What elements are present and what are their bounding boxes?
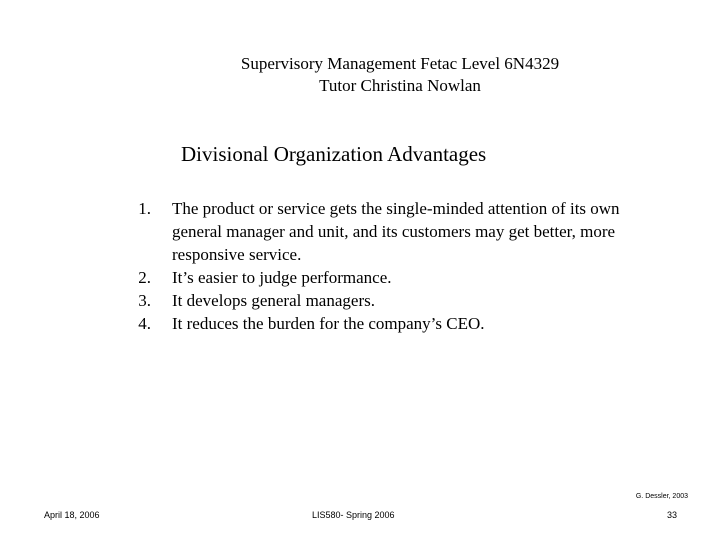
list-item <box>120 197 640 266</box>
list-item-number: 2. <box>138 268 151 287</box>
list-item-number: 1. <box>138 199 151 218</box>
slide-header <box>200 53 600 97</box>
list-item-text: It reduces the burden for the company’s CEO. <box>172 314 485 333</box>
list-item-text: It develops general managers. <box>172 291 375 310</box>
list-item-number: 4. <box>138 314 151 333</box>
header-line-2: Tutor Christina Nowlan <box>319 76 481 95</box>
copyright-note: G. Dessler, 2003 <box>635 493 688 500</box>
list-item <box>120 266 640 289</box>
page-number: 33 <box>666 510 677 520</box>
slide-title: Divisional Organization Advantages <box>181 142 487 166</box>
list-item-number: 3. <box>138 291 151 310</box>
footer-course: LIS580- Spring 2006 <box>312 510 395 520</box>
list-item <box>120 289 640 312</box>
list-item <box>120 312 640 335</box>
footer-date: April 18, 2006 <box>44 510 100 520</box>
list-item-text: It’s easier to judge performance. <box>172 268 392 287</box>
header-line-1: Supervisory Management Fetac Level 6N4329 <box>240 54 560 73</box>
advantages-list <box>120 197 640 335</box>
list-item-text: The product or service gets the single-minded attention of its own general manager and unit, and its customers may get better, more responsive service. <box>172 199 620 264</box>
